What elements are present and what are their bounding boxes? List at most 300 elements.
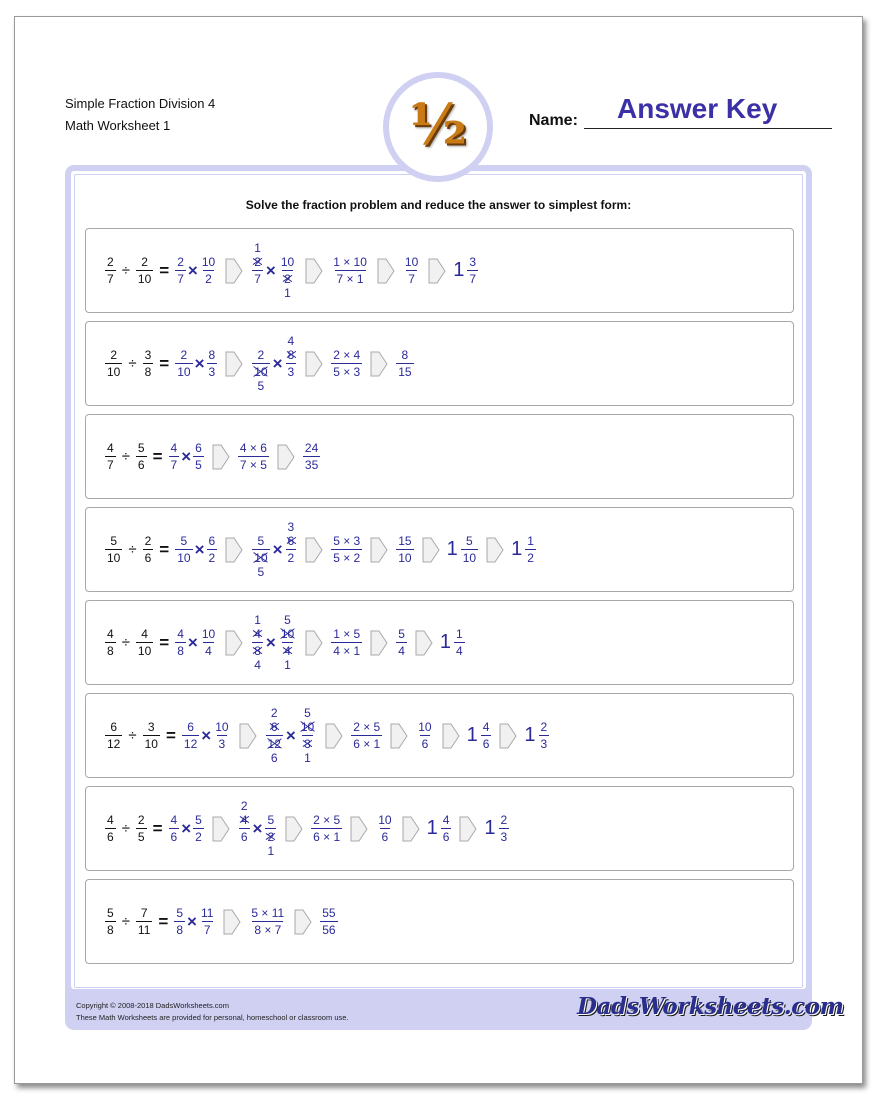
numerator-value: 10 [280,255,295,269]
problem-expression [104,787,510,870]
step-arrow-icon [499,723,517,749]
denominator: 8 [107,644,114,658]
denominator: 11 [137,923,151,937]
denominator: 12 [183,737,198,751]
numerator: 7 [140,906,148,920]
denominator [286,363,297,379]
cancel-fraction [278,613,297,672]
problem-row [85,600,794,685]
dividend-fraction [105,348,122,379]
cancel-bottom: 1 [304,751,311,765]
mixed-number [453,255,479,286]
denominator [252,549,269,565]
numerator: 5 [466,534,473,548]
denominator: 2 [527,551,534,565]
multiply-sign: × [265,632,276,652]
multiply-sign: × [194,539,205,559]
cancel-top: 4 [287,334,295,348]
whole-part: 1 [524,724,536,746]
numerator: 6 [110,720,118,734]
numerator: 4 [177,627,184,641]
result-fraction [396,534,413,565]
fraction-part [481,720,492,751]
reciprocal-right [193,813,204,844]
problem-row [85,228,794,313]
problem-row [85,414,794,499]
denominator: 6 [137,458,145,472]
result-fraction [320,906,337,937]
denominator: 7 [203,923,211,937]
equals-sign: = [165,725,176,745]
denominator [239,828,250,844]
divisor-fraction [143,348,154,379]
worksheet-title: Simple Fraction Division 4 [65,96,216,111]
mixed-number [524,720,550,751]
denominator [252,270,263,286]
crossed-fraction [252,534,269,565]
one-half-icon: ½ [408,92,468,158]
divisor-fraction [143,534,154,565]
denominator: 6 [144,551,152,565]
copyright-text: Copyright © 2008-2018 DadsWorksheets.com [76,1001,229,1010]
cancel-top: 3 [287,520,295,534]
crossed-numerator: 2 [254,255,261,269]
divisor-fraction [143,720,160,751]
logo-disc [389,78,487,176]
numerator: 5 [176,906,184,920]
crossed-fraction [279,627,296,658]
denominator-value: 6 [240,830,248,844]
problem-expression [104,880,339,963]
numerator: 5 [195,813,202,827]
multiply-sign: × [285,725,296,745]
numerator [256,534,267,549]
cancel-bottom: 5 [257,565,265,579]
denominator: 5 [195,458,202,472]
denominator: 8 [177,644,184,658]
cancel-top: 1 [254,613,261,627]
crossed-fraction [279,255,296,286]
multiply-sign: × [265,260,276,280]
multiply-sign: × [194,353,205,373]
multiply-sign: × [272,539,283,559]
fraction-part [454,627,465,658]
usage-notice: These Math Worksheets are provided for personal, homeschool or classroom use. [76,1013,349,1022]
numerator: 3 [469,255,477,269]
half-fraction-logo [383,72,493,182]
numerator: 2 [500,813,508,827]
crossed-denominator: 2 [267,830,275,844]
numerator: 2 [110,348,118,362]
numerator: 2 [107,255,114,269]
numerator: 2 [540,720,548,734]
reciprocal-right [213,720,230,751]
denominator: 3 [500,830,508,844]
numerator: 5 [107,906,114,920]
denominator [252,363,269,379]
step-arrow-icon [459,816,477,842]
numerator: 10 [201,627,216,641]
step-arrow-icon [390,723,408,749]
divisor-fraction [136,441,147,472]
step-arrow-icon [225,258,243,284]
denominator: 2 [205,272,212,286]
multiply-sign: × [201,725,212,745]
reciprocal-right [207,534,218,565]
mixed-number [511,534,537,565]
divide-sign: ÷ [128,727,137,744]
whole-part: 1 [426,817,438,839]
whole-part: 1 [453,259,465,281]
whole-part: 1 [446,538,458,560]
mixed-number [427,813,453,844]
denominator: 4 [205,644,212,658]
numerator: 24 [304,441,319,455]
product-fraction [331,255,369,286]
name-label: Name: [529,112,578,129]
numerator: 1 [456,627,463,641]
dividend-fraction [105,720,122,751]
step-arrow-icon [225,351,243,377]
reciprocal-left [169,441,180,472]
crossed-fraction [286,534,297,565]
denominator: 7 [469,272,477,286]
result-fraction [396,348,413,379]
cancel-top: 1 [254,241,261,255]
step-arrow-icon [422,537,440,563]
denominator: 2 [208,551,216,565]
denominator [282,642,293,658]
step-arrow-icon [402,816,420,842]
multiply-sign: × [272,353,283,373]
cancel-fraction [278,241,297,300]
reciprocal-right [200,627,217,658]
cancel-fraction [265,706,284,765]
crossed-fraction [299,720,316,751]
divide-sign: ÷ [128,355,137,372]
denominator: 3 [218,737,226,751]
step-arrow-icon [285,816,303,842]
denominator: 35 [304,458,319,472]
product-fraction [331,348,362,379]
multiply-sign: × [181,446,192,466]
reciprocal-right [199,906,215,937]
fraction-part [461,534,478,565]
numerator [279,627,296,642]
numerator: 2 [144,534,152,548]
numerator-value: 5 [257,534,265,548]
numerator [265,813,276,828]
numerator: 10 [201,255,216,269]
crossed-numerator: 6 [270,720,278,734]
divide-sign: ÷ [121,262,130,279]
problem-row [85,786,794,871]
cancel-fraction [251,334,270,393]
problem-expression [104,694,550,777]
numerator: 1 × 10 [333,255,367,269]
denominator: 10 [107,551,121,565]
denominator: 10 [144,737,158,751]
step-arrow-icon [350,816,368,842]
problem-row [85,693,794,778]
cancel-fraction [285,520,298,579]
numerator-value: 5 [267,813,275,827]
answer-key-label: Answer Key [617,93,778,124]
dividend-fraction [105,627,116,658]
reciprocal-left [174,906,185,937]
crossed-fraction [252,348,269,379]
multiply-sign: × [187,260,198,280]
numerator: 11 [200,906,214,920]
cancel-fraction [264,799,277,858]
dividend-fraction [105,255,116,286]
fraction-part [441,813,452,844]
numerator: 5 [398,627,405,641]
step-arrow-icon [370,630,388,656]
worksheet-page [14,16,863,1084]
crossed-fraction [265,813,276,844]
step-arrow-icon [370,351,388,377]
multiply-sign: × [181,818,192,838]
divisor-fraction [136,627,153,658]
denominator: 4 [398,644,405,658]
denominator: 10 [398,551,412,565]
product-fraction [351,720,382,751]
fraction-part [539,720,550,751]
crossed-numerator: 6 [287,534,295,548]
numerator: 4 [107,627,114,641]
denominator: 7 [107,272,114,286]
crossed-denominator: 2 [284,272,291,286]
equals-sign: = [159,539,170,559]
denominator: 12 [107,737,121,751]
divisor-fraction [136,255,153,286]
whole-part: 1 [439,631,452,653]
equals-sign: = [152,446,163,466]
step-arrow-icon [305,630,323,656]
cancel-fraction [251,241,264,300]
denominator: 7 × 5 [239,458,267,472]
mixed-number [484,813,510,844]
cancel-bottom: 5 [257,379,265,393]
mixed-number [467,720,493,751]
numerator: 2 × 5 [313,813,341,827]
crossed-numerator: 4 [240,813,248,827]
denominator: 5 × 3 [333,365,361,379]
cancel-fraction [298,706,317,765]
worksheet-subtitle: Math Worksheet 1 [65,118,171,133]
denominator: 56 [322,923,336,937]
numerator: 10 [215,720,229,734]
product-fraction [238,441,269,472]
problem-panel [71,171,806,989]
step-arrow-icon [305,351,323,377]
problem-expression [104,415,321,498]
denominator [252,642,263,658]
divide-sign: ÷ [121,448,130,465]
denominator: 2 [195,830,202,844]
crossed-numerator: 10 [300,720,315,734]
denominator: 10 [107,365,121,379]
denominator [282,270,293,286]
result-fraction [416,720,433,751]
denominator: 7 × 1 [336,272,364,286]
numerator [286,534,297,549]
denominator: 7 [177,272,184,286]
cancel-fraction [238,799,251,858]
step-arrow-icon [377,258,395,284]
denominator [265,828,276,844]
denominator: 10 [177,551,191,565]
numerator: 3 [147,720,155,734]
step-arrow-icon [239,723,257,749]
denominator: 6 [107,830,114,844]
denominator [302,735,313,751]
fraction-part [467,255,478,286]
denominator: 7 [408,272,415,286]
numerator: 10 [378,813,392,827]
step-arrow-icon [223,909,241,935]
crossed-fraction [286,348,297,379]
crossed-denominator: 3 [304,737,311,751]
step-arrow-icon [370,537,388,563]
result-fraction [403,255,420,286]
dividend-fraction [105,906,116,937]
divide-sign: ÷ [121,634,130,651]
crossed-numerator: 8 [287,348,295,362]
cancel-bottom: 1 [267,844,275,858]
step-arrow-icon [212,816,230,842]
step-arrow-icon [415,630,433,656]
copyright-notice [76,1000,349,1024]
numerator: 2 [177,255,184,269]
cancel-bottom: 4 [254,658,261,672]
numerator: 15 [398,534,412,548]
denominator: 3 [208,365,216,379]
result-fraction [376,813,393,844]
numerator: 10 [418,720,432,734]
denominator-value: 3 [287,365,295,379]
reciprocal-left [175,348,192,379]
denominator: 10 [177,365,191,379]
whole-part: 1 [466,724,478,746]
dividend-fraction [105,813,116,844]
whole-part: 1 [484,817,496,839]
mixed-number [447,534,479,565]
equals-sign: = [159,353,170,373]
equals-sign: = [159,260,170,280]
product-fraction [331,627,362,658]
problem-expression [104,508,537,591]
problem-row [85,879,794,964]
step-arrow-icon [428,258,446,284]
numerator [239,813,250,828]
problem-expression [104,322,415,405]
crossed-fraction [239,813,250,844]
numerator [256,348,267,363]
step-arrow-icon [325,723,343,749]
denominator: 10 [462,551,477,565]
denominator [266,735,283,751]
numerator: 1 [527,534,534,548]
cancel-top: 5 [284,613,291,627]
reciprocal-left [175,255,186,286]
cancel-fraction [285,334,298,393]
denominator: 6 [170,830,178,844]
problem-frame [65,165,844,1030]
numerator: 5 [137,441,145,455]
step-arrow-icon [225,537,243,563]
crossed-denominator: 10 [254,551,268,565]
numerator: 5 × 11 [251,906,285,920]
reciprocal-right [193,441,204,472]
denominator: 8 × 7 [254,923,282,937]
denominator: 6 [381,830,389,844]
step-arrow-icon [486,537,504,563]
numerator: 5 × 3 [333,534,361,548]
cancel-bottom: 6 [270,751,278,765]
cancel-bottom: 1 [284,658,291,672]
problem-expression [104,229,479,312]
denominator: 6 [482,737,490,751]
reciprocal-right [200,255,217,286]
step-arrow-icon [212,444,230,470]
reciprocal-left [175,627,186,658]
fraction-part [499,813,510,844]
name-line [584,128,832,129]
numerator: 4 × 6 [239,441,267,455]
product-fraction [331,534,362,565]
fraction-part [525,534,536,565]
dividend-fraction [105,534,122,565]
step-arrow-icon [277,444,295,470]
numerator [299,720,316,735]
numerator: 2 [137,813,145,827]
result-fraction [396,627,407,658]
crossed-denominator: 12 [267,737,281,751]
divide-sign: ÷ [121,913,130,930]
denominator: 10 [137,644,152,658]
result-fraction [303,441,320,472]
cancel-top: 2 [240,799,248,813]
denominator: 4 × 1 [333,644,361,658]
numerator: 10 [404,255,419,269]
reciprocal-left [175,534,192,565]
numerator [252,255,263,270]
numerator: 2 [141,255,148,269]
crossed-denominator: 4 [284,644,291,658]
numerator: 2 × 4 [333,348,361,362]
mixed-number [440,627,466,658]
step-arrow-icon [294,909,312,935]
crossed-numerator: 4 [254,627,261,641]
denominator: 6 × 1 [313,830,341,844]
numerator: 5 [180,534,188,548]
denominator-value: 2 [287,551,295,565]
equals-sign: = [152,818,163,838]
cancel-bottom: 1 [284,286,291,300]
cancel-fraction [251,613,264,672]
problem-row [85,507,794,592]
cancel-top: 2 [270,706,278,720]
denominator-value: 7 [254,272,261,286]
numerator [286,348,297,363]
numerator: 4 [107,441,114,455]
product-fraction [311,813,342,844]
denominator: 4 [456,644,463,658]
denominator: 7 [170,458,178,472]
numerator: 1 × 5 [333,627,361,641]
